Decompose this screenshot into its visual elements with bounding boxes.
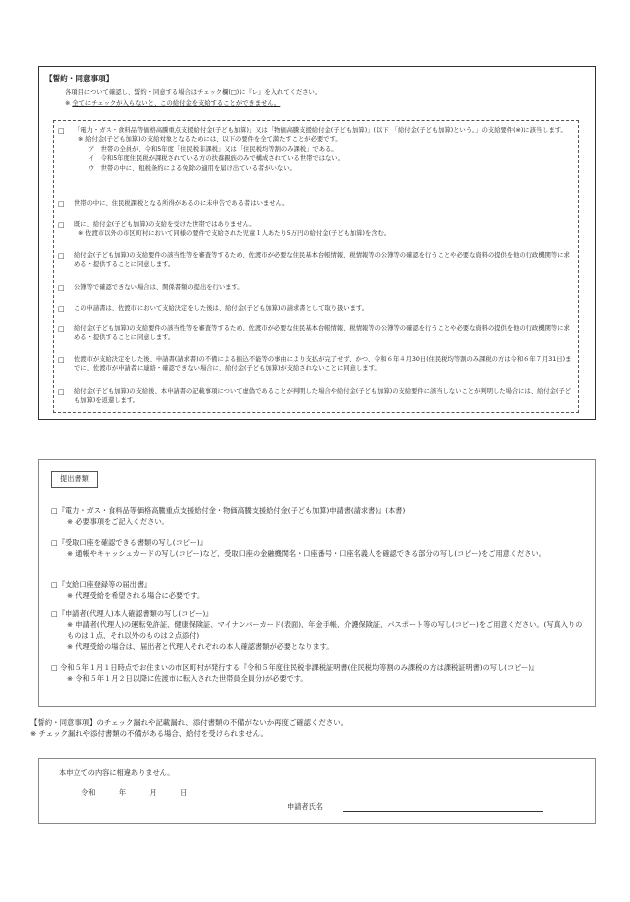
oath-item: □ 給付金(子ども加算)の支給要件の該当性等を審査等するため、佐渡市が必要な住民基本台帳情報、税情報等の公簿等の確認を行うことや必要な資料の提供を他の行政機関等に求める・提供することに同意します。 [58, 325, 570, 342]
checkbox[interactable]: □ [58, 221, 65, 229]
applicant-name-label: 申請者氏名 [287, 802, 323, 811]
oath-intro: 各項目について確認し、誓約・同意する場合はチェック欄(□)に『レ』を入れてください。 [65, 89, 322, 96]
checkbox[interactable]: □ [58, 388, 65, 396]
checkbox[interactable]: □ [58, 200, 65, 208]
oath-item: □ 佐渡市が支給決定をした後、申請書(請求書)の不備による振込不能等の事由により支払が完了せず、かつ、令和６年４月30日(住民税均等割のみ課税の方は令和６年７月31日)までに、佐渡市が申請者に連絡・確認できない場合に、給付金(子ども加算)が支給されないことに同意します。 [58, 356, 572, 373]
document-item: □『電力・ガス・食料品等価格高騰重点支援給付金・物価高騰支援給付金(子ども加算)申請書(請求書)』(本書) ※ 必要事項をご記入ください。 [51, 506, 406, 527]
oath-item: □ 既に、給付金(子ども加算)の支給を受けた世帯ではありません。 ※ 佐渡市以外の市区町村において同様の要件で支給された児童１人あたり5万円の給付金(子ども加算)を含む。 [58, 221, 391, 238]
checkbox[interactable]: □ [58, 325, 65, 333]
date-field[interactable]: 令和 年 月 日 [81, 788, 188, 797]
applicant-name-line[interactable] [343, 811, 543, 812]
oath-item: □ この申請書は、佐渡市において支給決定をした後は、給付金(子ども加算)の請求書として取り扱います。 [58, 305, 369, 313]
oath-item: □ 給付金(子ども加算)の支給後、本申請書の記載事項について虚偽であることが判明した場合や給付金(子ども加算)の支給要件に該当しないことが判明した場合には、給付金(子ども加算)を返還します。 [58, 388, 572, 405]
checkbox[interactable]: □ [58, 127, 65, 135]
oath-item: □ 公簿等で確認できない場合は、関係書類の提出を行います。 [58, 284, 244, 292]
final-warning: 【誓約・同意事項】のチェック漏れや記載漏れ、添付書類の不備がないか再度ご確認ください。 ※ チェック漏れや添付書類の不備がある場合、給付を受けられません。 [30, 718, 349, 738]
checkbox[interactable]: □ [58, 305, 65, 313]
oath-title: 【誓約・同意事項】 [45, 74, 114, 83]
oath-section [38, 66, 596, 420]
checkbox[interactable]: □ [58, 356, 65, 364]
confirmation-text: 本申立ての内容に相違ありません。 [59, 768, 175, 777]
oath-checklist [53, 120, 579, 413]
oath-item: □ 給付金(子ども加算)の支給要件の該当性等を審査等するため、佐渡市が必要な住民基本台帳情報、税情報等の公簿等の確認を行うことや必要な資料の提供を他の行政機関等に求める・提供することに同意します。 [58, 252, 570, 269]
document-item: □『支給口座登録等の届出書』 ※ 代理受給を希望される場合に必要です。 [51, 580, 205, 601]
document-item: □『申請者(代理人)本人確認書類の写し(コピー)』 ※ 申請者(代理人)の運転免許証、健康保険証、マイナンバーカード(表面)、年金手帳、介護保険証、パスポート等の写し(コピー)をご用意ください。(写真入りのものは１点、それ以外のものは２点添付) ※ 代理受給の場合は、届出者と代理人それぞれの本人確認書類が必要となります。 [51, 609, 583, 652]
document-item: □『受取口座を確認できる書類の写し(コピー)』 ※ 通帳やキャッシュカードの写し(コピー)など、受取口座の金融機関名・口座番号・口座名義人を確認できる部分の写し(コピー)をご用意ください。 [51, 538, 546, 559]
documents-section [38, 459, 596, 707]
oath-item: □ 世帯の中に、住民税課税となる所得があるのに未申告である者はいません。 [58, 200, 289, 208]
signature-section [38, 758, 596, 824]
oath-item: □ 「電力・ガス・食料品等価格高騰重点支援給付金(子ども加算)」又は「物価高騰支援給付金(子ども加算)」(以下 「給付金(子ども加算)という。」の支給要件(※)に該当します。 ※ 給付金(子ども加算)の支給対象となるためには、以下の要件を全て満たすことが必要です。 ア 世帯の全員が、令和5年度「住民税非課税」又は「住民税均等割のみ課税」である。 イ 令和5年度住民税が課税されている方の扶養親族のみで構成されている世帯ではない。 ウ 世帯の中に、租税条約による免除の適用を届け出ている者がいない。 [58, 127, 567, 172]
oath-note: ※ 全てにチェックが入らないと、この給付金を支給することができません。 [65, 100, 281, 107]
checkbox[interactable]: □ [58, 284, 65, 292]
document-item: □ 令和５年１月１日時点でお住まいの市区町村が発行する『令和５年度住民税非課税証明書(住民税均等割のみ課税の方は課税証明書)の写し(コピー)』 ※ 令和５年１月２日以降に佐渡市に転入された世帯員全員分)が必要です。 [51, 663, 539, 684]
checkbox[interactable]: □ [58, 252, 65, 260]
documents-heading: 提出書類 [51, 471, 98, 488]
